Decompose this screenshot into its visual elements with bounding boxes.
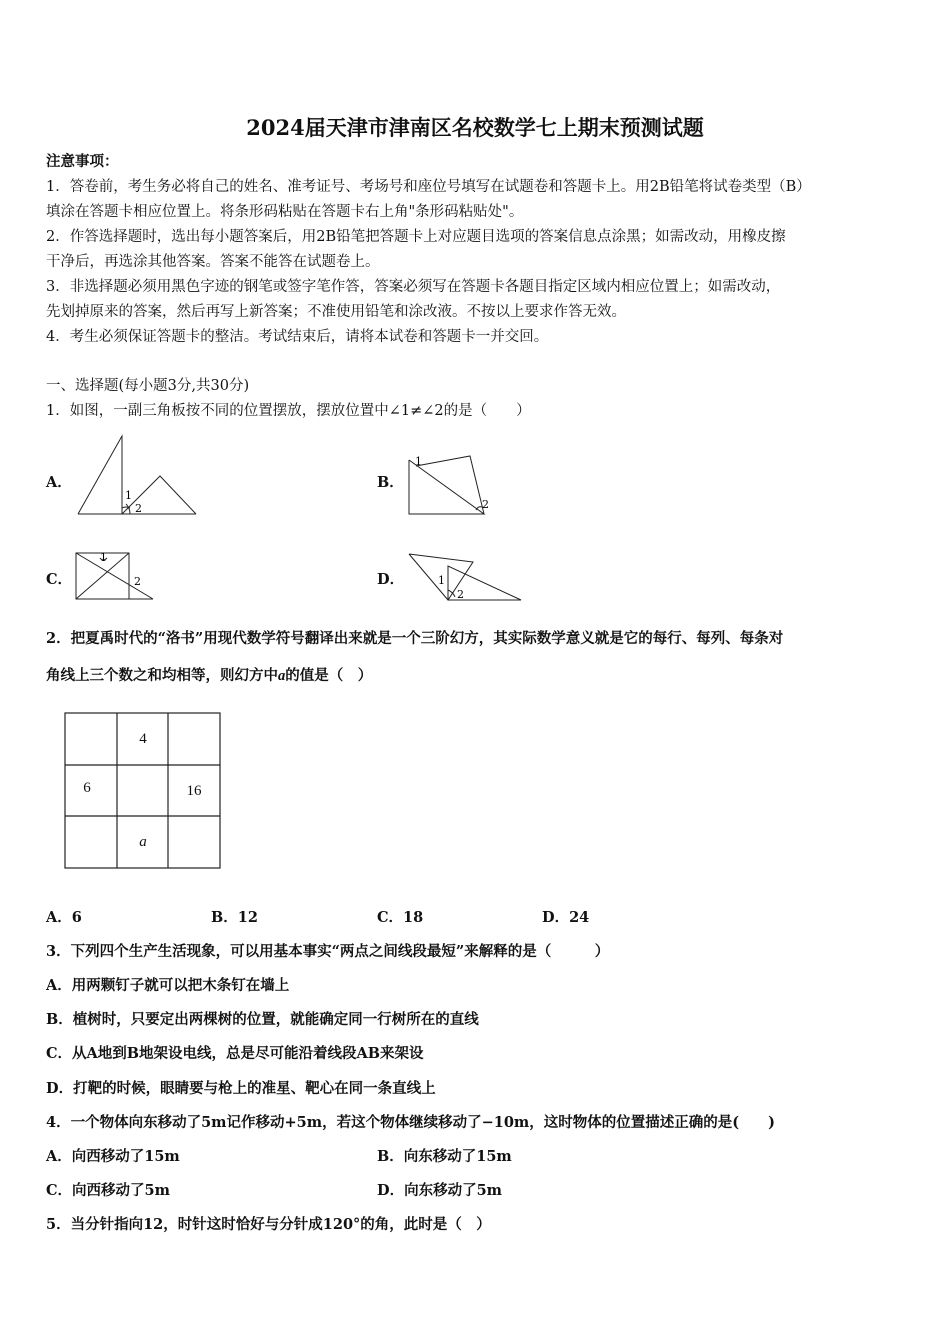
section-heading: 一、选择题(每小题3分,共30分) [46, 378, 250, 394]
q1-figure-d [405, 550, 527, 604]
notice-heading: 注意事项： [46, 153, 119, 170]
magic-cell: 4 [139, 730, 147, 747]
magic-cell [65, 816, 117, 868]
notice-line: 先划掉原来的答案，然后再写上新答案；不准使用铅笔和涂改液。不按以上要求作答无效。 [46, 304, 626, 320]
q3-option-c[interactable]: C．从A地到B地架设电线，总是尽可能沿着线段AB来架设 [46, 1045, 424, 1062]
notice-line: 填涂在答题卡相应位置上。将条形码粘贴在答题卡右上角"条形码粘贴处"。 [46, 204, 524, 220]
q1-option-c-label: C． [46, 571, 73, 588]
q2-option-a[interactable]: A．6 [46, 909, 82, 926]
notice-line: 2．作答选择题时，选出每小题答案后，用2B铅笔把答题卡上对应题目选项的答案信息点涂黑；如需改动，用橡皮擦 [46, 229, 786, 245]
notice-line: 4．考生必须保证答题卡的整洁。考试结束后，请将本试卷和答题卡一并交回。 [46, 329, 549, 345]
question-2-stem-line2: 角线上三个数之和均相等，则幻方中a的值是（ ） [46, 667, 373, 684]
q4-option-c[interactable]: C．向西移动了5m [46, 1182, 170, 1199]
question-1-stem: 1．如图，一副三角板按不同的位置摆放，摆放位置中∠1≠∠2的是（ ） [46, 403, 531, 419]
q1-figure-a [74, 432, 200, 518]
angle-1-label: 1 [415, 455, 422, 468]
q1-figure-c [73, 545, 157, 603]
q3-option-a[interactable]: A．用两颗钉子就可以把木条钉在墙上 [46, 977, 290, 994]
question-4-stem: 4．一个物体向东移动了5m记作移动+5m，若这个物体继续移动了−10m，这时物体的位置描述正确的是( ) [46, 1114, 775, 1131]
notice-line: 干净后，再选涂其他答案。答案不能答在试题卷上。 [46, 254, 380, 270]
q2-option-c[interactable]: C．18 [377, 909, 424, 926]
page-title: 2024届天津市津南区名校数学七上期末预测试题 [246, 115, 704, 140]
angle-1-label: 1 [438, 574, 445, 587]
angle-2-label: 2 [482, 498, 489, 511]
q1-option-d-label: D． [377, 571, 405, 588]
q4-option-b[interactable]: B．向东移动了15m [377, 1148, 512, 1165]
q2-option-d[interactable]: D．24 [542, 909, 590, 926]
notice-line: 1．答卷前，考生务必将自己的姓名、准考证号、考场号和座位号填写在试题卷和答题卡上。用2B铅笔将试卷类型（B） [46, 179, 811, 195]
q1-option-a-label: A． [46, 474, 72, 491]
angle-2-label: 2 [135, 502, 142, 515]
magic-cell [168, 816, 220, 868]
magic-cell [168, 713, 220, 765]
magic-cell [117, 765, 169, 817]
angle-1-label: 1 [125, 489, 132, 502]
angle-1-label: 1 [100, 551, 107, 564]
angle-2-label: 2 [457, 588, 464, 601]
question-3-stem: 3．下列四个生产生活现象，可以用基本事实“两点之间线段最短”来解释的是（ ） [46, 943, 610, 960]
q1-option-b-label: B． [377, 474, 404, 491]
q1-figure-b [406, 452, 498, 518]
q4-option-d[interactable]: D．向东移动了5m [377, 1182, 503, 1199]
angle-2-label: 2 [134, 575, 141, 588]
magic-cell: 16 [186, 782, 202, 799]
magic-square-grid [64, 712, 220, 868]
magic-cell: a [139, 833, 147, 850]
question-2-stem-line1: 2．把夏禹时代的“洛书”用现代数学符号翻译出来就是一个三阶幻方，其实际数学意义就是它的每行、每列、每条对 [46, 630, 784, 647]
q2-option-b[interactable]: B．12 [211, 909, 258, 926]
q3-option-b[interactable]: B．植树时，只要定出两棵树的位置，就能确定同一行树所在的直线 [46, 1011, 479, 1028]
question-5-stem: 5．当分针指向12，时针这时恰好与分针成120°的角，此时是（ ） [46, 1216, 491, 1233]
magic-cell [65, 713, 117, 765]
q3-option-d[interactable]: D．打靶的时候，眼睛要与枪上的准星、靶心在同一条直线上 [46, 1080, 436, 1097]
notice-line: 3．非选择题必须用黑色字迹的钢笔或签字笔作答，答案必须写在答题卡各题目指定区域内相应位置上；如需改动， [46, 279, 781, 295]
q4-option-a[interactable]: A．向西移动了15m [46, 1148, 180, 1165]
magic-cell: 6 [83, 779, 91, 796]
